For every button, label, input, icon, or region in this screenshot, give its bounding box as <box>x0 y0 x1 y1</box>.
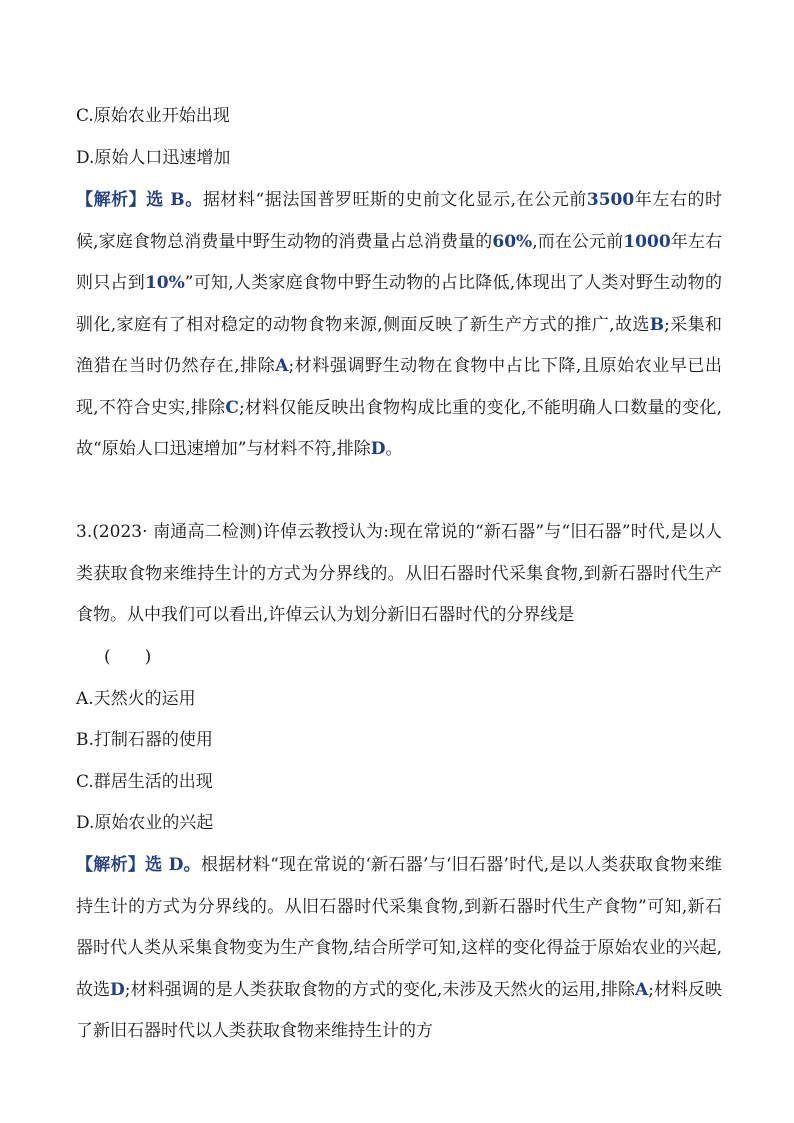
prev-option-c: C.原始农业开始出现 <box>76 106 230 126</box>
analysis-text: 。 <box>385 439 403 459</box>
analysis-label: 【解析】 <box>76 855 146 875</box>
question-3-option-c: C.群居生活的出现 <box>76 772 213 792</box>
analysis-text: ;材料强调野生动物在食物中占比下降,且原始农业早已出现,不符合史实,排除 <box>76 356 722 418</box>
question-text: 3.(2023· 南通高二检测)许倬云教授认为:现在常说的“新石器”与“旧石器”时代,是以人类获取食物来维持生计的方式为分界线的。从旧石器时代采集食物,到新石器时代生产食物。从中我们可以看出,许倬云认为划分新旧石器时代的分界线是 <box>76 522 722 625</box>
question-3-option-d: D.原始农业的兴起 <box>76 813 214 833</box>
year-value: 1000 <box>623 231 671 252</box>
analysis-text: 据材料“据法国普罗旺斯的史前文化显示,在公元前 <box>202 190 587 210</box>
analysis-block-1 <box>76 180 722 471</box>
answer-choice: 选 B。 <box>146 190 203 210</box>
analysis-text: 年左右的时候,家庭食物总消费量中野生动物的消费量占总消费量的 <box>76 190 723 252</box>
option-letter: D <box>370 439 386 459</box>
option-letter: A <box>275 356 289 376</box>
question-3-stem <box>76 512 722 678</box>
analysis-text: ,而在公元前 <box>532 231 624 252</box>
year-value: 3500 <box>586 190 635 210</box>
answer-blank: ( ) <box>104 646 152 667</box>
percent-value: 60% <box>492 231 533 252</box>
answer-choice: 选 D。 <box>145 855 201 875</box>
analysis-text: 根据材料“现在常说的‘新石器’与‘旧石器’时代,是以人类获取食物来维持生计的方式为分界线的。从旧石器时代采集食物,到新石器时代生产食物”可知,新石器时代人类从采集食物变为生产食物,结合所学可知,这样的变化得益于原始农业的兴起,故选 <box>76 855 722 1000</box>
prev-option-d: D.原始人口迅速增加 <box>76 148 231 168</box>
option-letter: B <box>649 314 665 335</box>
question-3-option-a: A.天然火的运用 <box>76 689 196 709</box>
analysis-text: 年左右则只占到 <box>76 231 723 293</box>
analysis-block-2 <box>76 845 722 1053</box>
percent-value: 10% <box>144 273 185 293</box>
analysis-label: 【解析】 <box>76 190 147 210</box>
analysis-text: ;材料强调的是人类获取食物的方式的变化,未涉及天然火的运用,排除 <box>124 979 635 1000</box>
analysis-text: ”可知,人类家庭食物中野生动物的占比降低,体现出了人类对野生动物的驯化,家庭有了相对稳定的动物食物来源,侧面反映了新生产方式的推广,故选 <box>76 273 723 335</box>
analysis-text: ;采集和渔猎在当时仍然存在,排除 <box>76 314 722 376</box>
analysis-text: ;材料仅能反映出食物构成比重的变化,不能明确人口数量的变化,故“原始人口迅速增加”与材料不符,排除 <box>76 397 722 459</box>
option-letter: C <box>225 397 239 418</box>
analysis-text: ;材料反映了新旧石器时代以人类获取食物来维持生计的方 <box>76 979 722 1041</box>
option-letter: D <box>110 979 125 1000</box>
question-3-option-b: B.打制石器的使用 <box>76 730 213 750</box>
option-letter: A <box>634 979 649 1000</box>
